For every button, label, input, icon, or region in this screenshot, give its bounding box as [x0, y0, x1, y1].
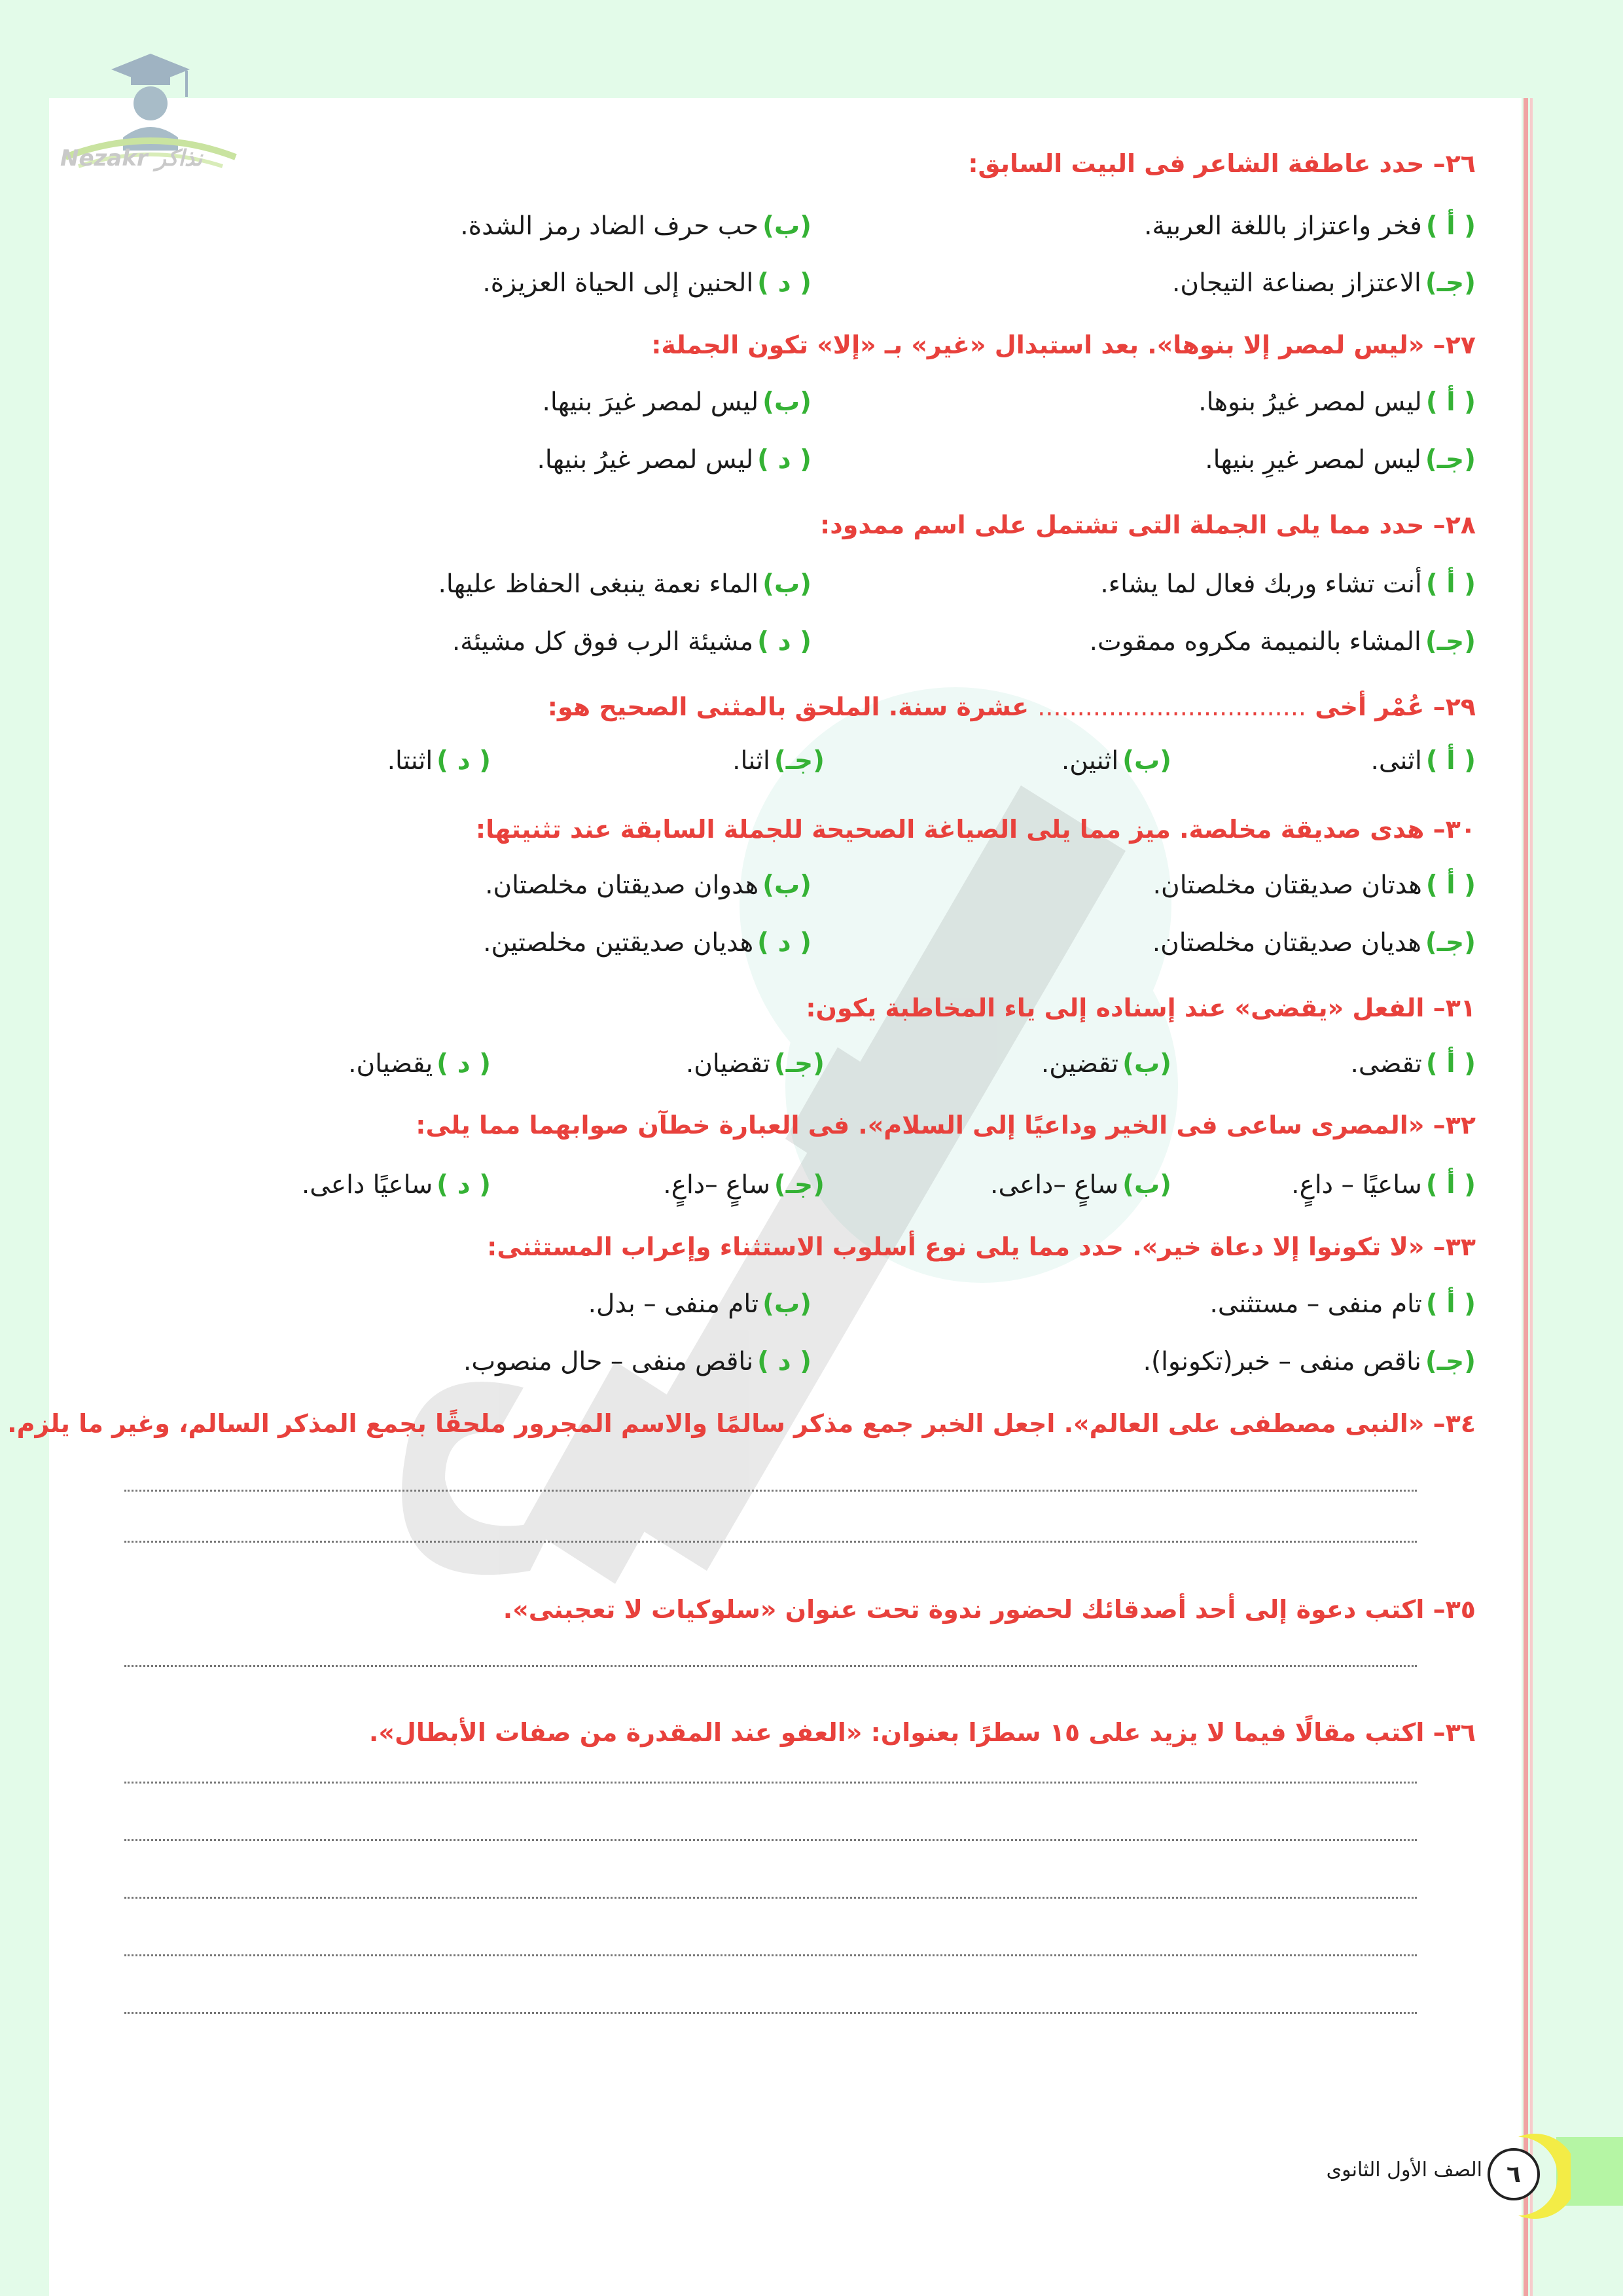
- option-label: (ب): [762, 1289, 812, 1319]
- question-text: ٣١– الفعل «يقضى» عند إسناده إلى ياء المخاطبة يكون:: [806, 994, 1476, 1022]
- option-label: (ب): [1122, 746, 1171, 776]
- option-text: ليس لمصر غيرُ بنوها.: [1198, 387, 1422, 417]
- question-text: ٣٠– هدى صديقة مخلصة. ميز مما يلى الصياغة الصحيحة للجملة السابقة عند تثنيتها:: [475, 815, 1476, 844]
- question-33: [487, 1232, 1476, 1261]
- option-label: ( أ ): [1425, 1289, 1476, 1319]
- option-text: تقضين.: [1041, 1049, 1119, 1079]
- option-label: ( أ ): [1425, 746, 1476, 776]
- option-28-1[interactable]: [1100, 569, 1476, 599]
- option-label: ( د ): [757, 627, 812, 656]
- option-text: اثنين.: [1061, 746, 1119, 776]
- option-label: (جـ): [774, 1170, 825, 1200]
- option-text: هدوان صديقتان مخلصتان.: [485, 870, 759, 900]
- question-text: ٣٦– اكتب مقالًا فيما لا يزيد على ١٥ سطرًا بعنوان: «العفو عند المقدرة من صفات الأبطال».: [368, 1718, 1476, 1747]
- question-29: [548, 692, 1476, 721]
- option-31-3[interactable]: [686, 1049, 825, 1079]
- option-29-3[interactable]: [732, 746, 825, 776]
- option-28-4[interactable]: [452, 627, 812, 656]
- question-36: [369, 1718, 1476, 1747]
- option-text: مشيئة الرب فوق كل مشيئة.: [452, 627, 754, 656]
- option-32-1[interactable]: [1291, 1170, 1476, 1200]
- page-number: ٦: [1488, 2148, 1540, 2200]
- option-label: ( أ ): [1425, 870, 1476, 900]
- question-text: ٢٧– «ليس لمصر إلا بنوها». بعد استبدال «غير» بـ «إلا» تكون الجملة:: [651, 331, 1476, 359]
- option-text: اثنا.: [732, 746, 770, 776]
- option-text: ليس لمصر غيرَ بنيها.: [542, 387, 759, 417]
- option-text: ساعٍ –داعٍ.: [663, 1170, 770, 1200]
- question-text: ٣٢– «المصرى ساعى فى الخير وداعيًا إلى السلام». فى العبارة خطآن صوابهما مما يلى:: [416, 1111, 1476, 1139]
- option-text: ساعيًا داعى.: [301, 1170, 433, 1200]
- answer-line[interactable]: [124, 1839, 1417, 1841]
- option-31-2[interactable]: [1041, 1049, 1171, 1079]
- option-31-4[interactable]: [348, 1049, 491, 1079]
- option-text: هديان صديقتان مخلصتان.: [1152, 928, 1421, 958]
- answer-line[interactable]: [124, 1954, 1417, 1956]
- option-text: تقضيان.: [685, 1049, 770, 1079]
- option-label: (جـ): [1425, 268, 1476, 298]
- option-text: الاعتزاز بصناعة التيجان.: [1171, 268, 1421, 298]
- option-text: ساعٍ –داعى.: [990, 1170, 1119, 1200]
- option-label: ( د ): [437, 746, 491, 776]
- option-26-3[interactable]: [1172, 268, 1476, 298]
- option-label: (ب): [762, 211, 812, 241]
- option-33-2[interactable]: [588, 1289, 812, 1319]
- option-text: حب حرف الضاد رمز الشدة.: [460, 211, 759, 241]
- option-text: تام منفى – مستثنى.: [1209, 1289, 1422, 1319]
- answer-line[interactable]: [124, 2012, 1417, 2014]
- option-label: (ب): [762, 870, 812, 900]
- option-text: تقضى.: [1350, 1049, 1422, 1079]
- option-27-1[interactable]: [1198, 387, 1476, 417]
- option-label: (ب): [1122, 1049, 1171, 1079]
- question-text: ٢٩– عُمْر أخى: [1315, 692, 1476, 721]
- option-29-4[interactable]: [387, 746, 491, 776]
- question-31: [806, 994, 1476, 1022]
- option-label: ( د ): [437, 1170, 491, 1200]
- option-33-4[interactable]: [463, 1347, 812, 1376]
- question-27: [651, 331, 1476, 359]
- option-label: (جـ): [1425, 445, 1476, 475]
- question-text-cont: عشرة سنة. الملحق بالمثنى الصحيح هو:: [547, 692, 1029, 721]
- option-label: (ب): [1122, 1170, 1171, 1200]
- option-label: ( د ): [757, 268, 812, 298]
- answer-line[interactable]: [124, 1665, 1417, 1667]
- option-30-4[interactable]: [483, 928, 812, 958]
- option-29-2[interactable]: [1061, 746, 1171, 776]
- margin-rule-secondary: [1530, 98, 1533, 2296]
- option-text: ليس لمصر غيرِ بنيها.: [1205, 445, 1421, 475]
- option-label: (ب): [762, 387, 812, 417]
- question-34: [7, 1409, 1476, 1438]
- answer-line[interactable]: [124, 1897, 1417, 1899]
- option-text: اثنتا.: [387, 746, 433, 776]
- option-27-3[interactable]: [1205, 445, 1476, 475]
- option-30-3[interactable]: [1152, 928, 1476, 958]
- option-33-3[interactable]: [1143, 1347, 1476, 1376]
- option-27-4[interactable]: [537, 445, 812, 475]
- question-32: [416, 1111, 1476, 1139]
- option-text: فخر واعتزاز باللغة العربية.: [1144, 211, 1422, 241]
- question-text: ٣٥– اكتب دعوة إلى أحد أصدقائك لحضور ندوة تحت عنوان «سلوكيات لا تعجبنى».: [503, 1595, 1476, 1624]
- question-text: ٢٨– حدد مما يلى الجملة التى تشتمل على اسم ممدود:: [820, 511, 1476, 539]
- option-26-1[interactable]: [1144, 211, 1476, 241]
- option-label: ( أ ): [1425, 1049, 1476, 1079]
- option-28-3[interactable]: [1090, 627, 1476, 656]
- question-35: [503, 1595, 1476, 1624]
- option-32-2[interactable]: [990, 1170, 1171, 1200]
- option-30-2[interactable]: [485, 870, 812, 900]
- option-label: (جـ): [774, 1049, 825, 1079]
- option-27-2[interactable]: [542, 387, 812, 417]
- option-29-1[interactable]: [1370, 746, 1476, 776]
- option-text: ليس لمصر غيرُ بنيها.: [537, 445, 754, 475]
- option-label: ( أ ): [1425, 1170, 1476, 1200]
- option-30-1[interactable]: [1153, 870, 1476, 900]
- option-label: (جـ): [1425, 627, 1476, 656]
- option-label: ( أ ): [1425, 211, 1476, 241]
- option-text: اثنى.: [1370, 746, 1422, 776]
- option-28-2[interactable]: [438, 569, 812, 599]
- option-label: ( د ): [757, 445, 812, 475]
- option-text: ناقص منفى – خبر(تكونوا).: [1143, 1347, 1421, 1376]
- answer-line[interactable]: [124, 1490, 1417, 1492]
- option-text: يقضيان.: [348, 1049, 433, 1079]
- question-26: [968, 149, 1476, 178]
- option-text: المشاء بالنميمة مكروه ممقوت.: [1089, 627, 1421, 656]
- option-label: (جـ): [774, 746, 825, 776]
- option-31-1[interactable]: [1351, 1049, 1476, 1079]
- option-32-3[interactable]: [663, 1170, 825, 1200]
- option-text: ناقص منفى – حال منصوب.: [463, 1347, 754, 1376]
- option-text: أنت تشاء وربك فعال لما يشاء.: [1100, 569, 1422, 599]
- option-26-2[interactable]: [460, 211, 812, 241]
- option-26-4[interactable]: [482, 268, 812, 298]
- answer-line[interactable]: [124, 1541, 1417, 1543]
- option-text: تام منفى – بدل.: [588, 1289, 759, 1319]
- option-text: هديان صديقتين مخلصتين.: [483, 928, 754, 958]
- option-32-4[interactable]: [302, 1170, 491, 1200]
- question-text: ٣٣– «لا تكونوا إلا دعاة خير». حدد مما يلى نوع أسلوب الاستثناء وإعراب المستثنى:: [487, 1232, 1476, 1261]
- logo-text: Nezakr نذاكر: [60, 145, 203, 171]
- question-28: [820, 511, 1476, 539]
- question-30: [476, 815, 1476, 844]
- blank-dots: ..................................: [1037, 692, 1306, 721]
- option-label: (جـ): [1425, 1347, 1476, 1376]
- option-33-1[interactable]: [1209, 1289, 1476, 1319]
- option-label: ( د ): [757, 1347, 812, 1376]
- option-label: ( أ ): [1425, 387, 1476, 417]
- answer-line[interactable]: [124, 1782, 1417, 1784]
- option-label: (ب): [762, 569, 812, 599]
- option-label: (جـ): [1425, 928, 1476, 958]
- option-text: ساعيًا – داعٍ.: [1291, 1170, 1422, 1200]
- margin-rule: [1524, 98, 1528, 2296]
- option-text: هدتان صديقتان مخلصتان.: [1152, 870, 1422, 900]
- option-label: ( د ): [437, 1049, 491, 1079]
- option-text: الماء نعمة ينبغى الحفاظ عليها.: [438, 569, 759, 599]
- question-text: ٢٦– حدد عاطفة الشاعر فى البيت السابق:: [968, 149, 1476, 178]
- question-text: ٣٤– «النبى مصطفى على العالم». اجعل الخبر جمع مذكر سالمًا والاسم المجرور ملحقًا بجمع المذكر السالم، وغير ما يلزم.: [7, 1409, 1476, 1438]
- option-label: ( د ): [757, 928, 812, 958]
- option-text: الحنين إلى الحياة العزيزة.: [482, 268, 754, 298]
- option-label: ( أ ): [1425, 569, 1476, 599]
- grade-label: الصف الأول الثانوى: [1326, 2159, 1482, 2181]
